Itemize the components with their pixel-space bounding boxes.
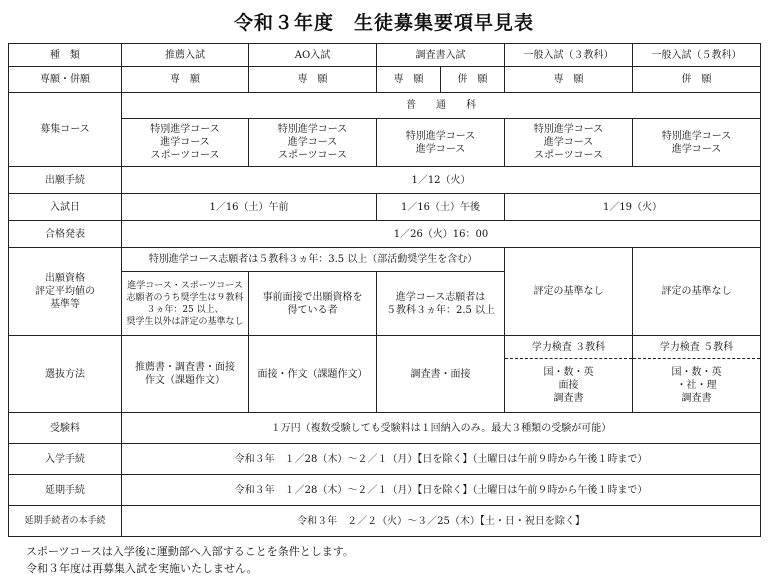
main-value: 令和３年 ２／２（火）～３／25（木）【土・日・祝日を除く】 [122,506,761,537]
row-apply [9,167,761,194]
qual-c4: 評定の基準なし [505,248,633,336]
enroll-value: 令和３年 １／28（木）～２／１（月）【日を除く】（土曜日は午前９時から午後１時まで） [122,444,761,475]
course-c4: 特別進学コース 進学コース スポーツコース [505,119,633,167]
qual-top: 特別進学コース志願者は５教科３ヵ年：3.5 以上（部活動奨学生を含む） [122,248,505,272]
senhei-c4: 専 願 [505,67,633,93]
note-line: 令和３年度は再募集入試を実施いたしません。 [26,562,258,575]
delay-value: 令和３年 １／28（木）～２／１（月）【日を除く】（土曜日は午前９時から午後１時まで） [122,475,761,506]
course-c2: 特別進学コース 進学コース スポーツコース [249,119,377,167]
row-senhei [9,67,761,93]
select-c3: 調査書・面接 [377,336,505,413]
senhei-c3-sengan: 専 願 [393,74,424,85]
course-futsuka: 普 通 科 [122,93,761,119]
exam-c45: 1／19（火） [505,194,761,221]
header-row [9,44,761,67]
header-ippan-5: 一般入試（５教科） [633,44,761,67]
select-c2: 面接・作文（課題作文） [249,336,377,413]
notes [26,543,354,577]
row-fee [9,413,761,444]
course-c5: 特別進学コース 進学コース [633,119,761,167]
select-c4-bottom: 国・数・英 面接 調査書 [543,367,594,404]
exam-c3: 1／16（土）午後 [377,194,505,221]
label-senhei: 専願・併願 [9,67,122,93]
label-enroll: 入学手続 [9,444,122,475]
select-c4-top: 学力検査 ３教科 [505,336,632,359]
page-title: 令和３年度 生徒募集要項早見表 [233,12,534,34]
select-c4 [505,336,633,413]
label-course: 募集コース [9,93,122,167]
course-c3: 特別進学コース 進学コース [377,119,505,167]
label-exam: 入試日 [9,194,122,221]
row-select [9,336,761,413]
row-main [9,506,761,537]
header-chosasho: 調査書入試 [377,44,505,67]
qual-c2: 事前面接で出願資格を 得ている者 [249,272,377,336]
header-ippan-3: 一般入試（３教科） [505,44,633,67]
qual-c1: 進学コース・スポーツコース 志願者のうち奨学生は９教科 ３ヵ年：25 以上、 奨学生以外は評定の基準なし [122,272,249,336]
header-shubetsu: 種 類 [9,44,122,67]
fee-value: １万円（複数受験しても受験料は１回納入のみ。最大３種類の受験が可能） [122,413,761,444]
header-suisen: 推薦入試 [122,44,249,67]
summary-table [8,43,761,537]
label-apply: 出願手続 [9,167,122,194]
result-date: 1／26（火）16：00 [122,221,761,248]
select-c1: 推薦書・調査書・面接 作文（課題作文） [122,336,249,413]
label-fee: 受験料 [9,413,122,444]
select-c5 [633,336,761,413]
label-qual: 出願資格 評定平均値の 基準等 [9,248,122,336]
senhei-c2: 専 願 [249,67,377,93]
header-ao: AO入試 [249,44,377,67]
note-line: スポーツコースは入学後に運動部へ入部することを条件とします。 [26,545,354,558]
qual-c3: 進学コース志願者は ５教科３ヵ年：2.5 以上 [377,272,505,336]
row-qual-top [9,248,761,272]
label-main: 延期手続者の本手続 [9,506,122,537]
row-result [9,221,761,248]
exam-c12: 1／16（土）午前 [122,194,377,221]
senhei-c3-heigan: 併 願 [440,67,504,92]
row-enroll [9,444,761,475]
row-course-top [9,93,761,119]
apply-date: 1／12（火） [122,167,761,194]
label-select: 選抜方法 [9,336,122,413]
row-course [9,119,761,167]
select-c5-top: 学力検査 ５教科 [633,336,760,359]
label-result: 合格発表 [9,221,122,248]
senhei-c1: 専 願 [122,67,249,93]
course-c1: 特別進学コース 進学コース スポーツコース [122,119,249,167]
row-delay [9,475,761,506]
row-exam [9,194,761,221]
select-c5-bottom: 国・数・英 ・社・理 調査書 [671,367,722,404]
label-delay: 延期手続 [9,475,122,506]
qual-c5: 評定の基準なし [633,248,761,336]
senhei-c5: 併 願 [633,67,761,93]
senhei-c3 [377,67,505,93]
